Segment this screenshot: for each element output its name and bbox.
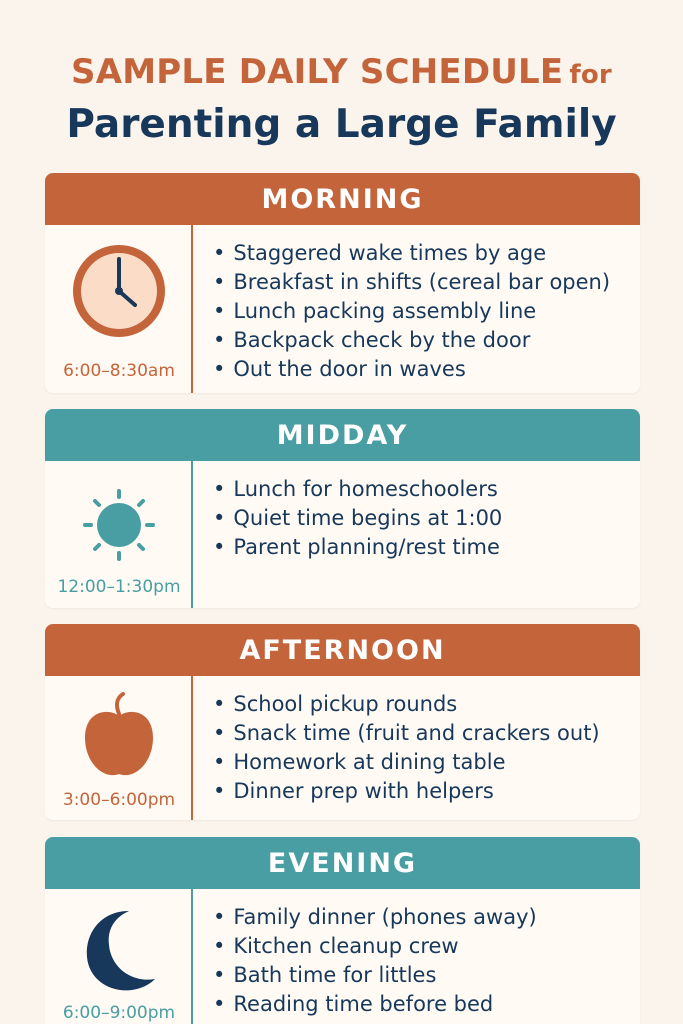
activity-list: [213, 475, 502, 562]
list-item: • Parent planning/rest time: [213, 533, 502, 562]
section-header-morning: MORNING: [45, 173, 640, 225]
list-item: • Breakfast in shifts (cereal bar open): [213, 268, 610, 297]
page-title: [0, 50, 683, 149]
section-header-afternoon: AFTERNOON: [45, 624, 640, 676]
time-range: 6:00–8:30am: [63, 361, 175, 381]
title-for: for: [569, 60, 612, 90]
icon-column: [45, 225, 193, 393]
list-item: • School pickup rounds: [213, 690, 600, 719]
list-item: • Backpack check by the door: [213, 326, 610, 355]
sun-icon: [65, 469, 173, 577]
list-item: • Family dinner (phones away): [213, 903, 537, 932]
icon-column: [45, 889, 193, 1024]
activity-list: [213, 690, 600, 806]
icon-column: [45, 461, 193, 608]
list-item: • Lunch for homeschoolers: [213, 475, 502, 504]
time-range: 3:00–6:00pm: [62, 790, 176, 810]
list-item: • Lunch packing assembly line: [213, 297, 610, 326]
section-body-morning: [45, 225, 640, 393]
section-midday: [45, 409, 640, 608]
moon-icon: [65, 897, 173, 1005]
apple-icon: [65, 682, 173, 790]
activity-list: [213, 903, 537, 1019]
list-item: • Quiet time begins at 1:00: [213, 504, 502, 533]
section-body-afternoon: [45, 676, 640, 820]
list-item: • Dinner prep with helpers: [213, 777, 600, 806]
time-range: 12:00–1:30pm: [57, 577, 181, 597]
title-main: SAMPLE DAILY SCHEDULE: [71, 52, 564, 92]
list-item: • Bath time for littles: [213, 961, 537, 990]
list-item: • Snack time (fruit and crackers out): [213, 719, 600, 748]
list-item: • Staggered wake times by age: [213, 239, 610, 268]
section-header-evening: EVENING: [45, 837, 640, 889]
section-body-midday: [45, 461, 640, 608]
section-body-evening: [45, 889, 640, 1024]
section-afternoon: [45, 624, 640, 820]
clock-icon: [65, 241, 173, 349]
icon-column: [45, 676, 193, 820]
title-line-2: Parenting a Large Family: [66, 102, 617, 147]
time-range: 6:00–9:00pm: [62, 1003, 176, 1023]
list-item: • Kitchen cleanup crew: [213, 932, 537, 961]
section-morning: [45, 173, 640, 393]
list-item: • Reading time before bed: [213, 990, 537, 1019]
section-evening: [45, 837, 640, 1024]
list-item: • Homework at dining table: [213, 748, 600, 777]
section-header-midday: MIDDAY: [45, 409, 640, 461]
list-item: • Out the door in waves: [213, 355, 610, 384]
activity-list: [213, 239, 610, 384]
title-line-1: [0, 50, 683, 97]
